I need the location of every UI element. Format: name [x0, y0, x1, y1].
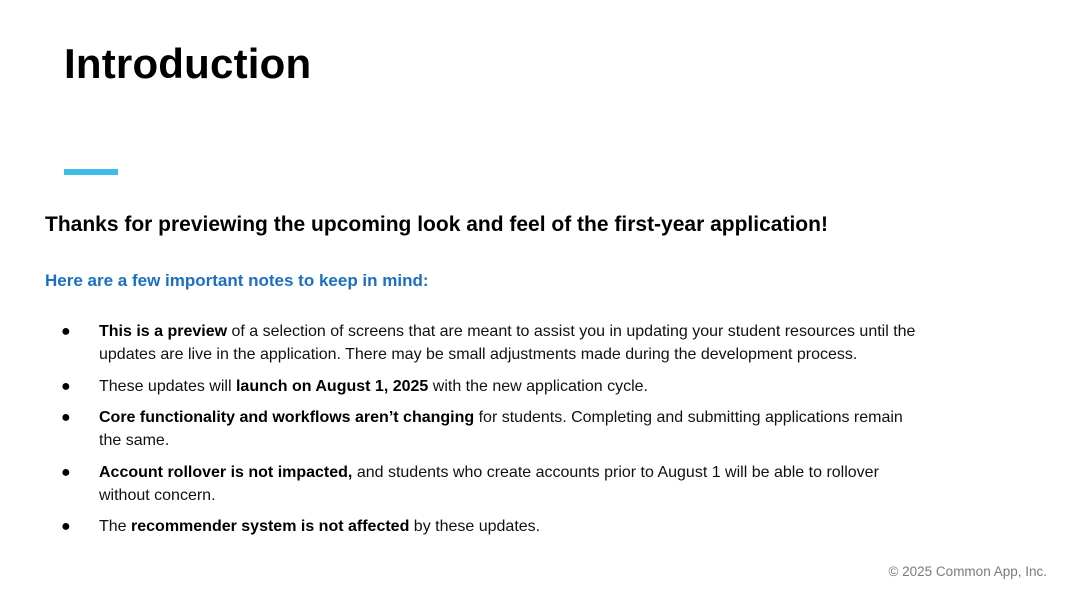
bullet-icon: ●: [61, 409, 71, 426]
page-title: Introduction: [64, 40, 312, 87]
notes-list: [0, 320, 1080, 547]
title-accent-bar: [64, 169, 118, 175]
list-item-emphasis: recommender system is not affected: [131, 518, 410, 535]
bullet-icon: ●: [61, 518, 71, 535]
lead-heading: Thanks for previewing the upcoming look and feel of the first-year application!: [45, 213, 828, 236]
bullet-icon: ●: [61, 377, 71, 395]
list-item-text-post: for students. Completing and submitting applications remain the same.: [99, 409, 903, 449]
list-item: [0, 461, 929, 507]
list-item: [0, 515, 929, 538]
list-item-text-pre: The: [99, 518, 132, 535]
bullet-icon: ●: [61, 463, 71, 481]
list-item-emphasis: Core functionality and workflows aren’t changing: [99, 409, 475, 426]
list-item-emphasis: launch on August 1, 2025: [235, 377, 429, 395]
bullet-icon: ●: [61, 323, 71, 340]
notes-subheading: Here are a few important notes to keep in mind:: [45, 271, 429, 290]
list-item-text-post: of a selection of screens that are meant to assist you in updating your student resources until the updates are live in the application. There may be small adjustments made during the development process.: [99, 323, 916, 363]
list-item-text-post: with the new application cycle.: [428, 377, 648, 395]
copyright-footer: © 2025 Common App, Inc.: [888, 564, 1047, 579]
list-item-text-pre: These updates will: [99, 377, 236, 395]
list-item: [0, 406, 929, 452]
list-item-text-post: by these updates.: [409, 518, 541, 535]
list-item-emphasis: This is a preview: [99, 323, 228, 340]
list-item: [0, 375, 929, 398]
list-item: [0, 320, 929, 366]
list-item-emphasis: Account rollover is not impacted,: [99, 463, 353, 481]
list-item-text-post: and students who create accounts prior to August 1 will be able to rollover without concern.: [99, 463, 879, 504]
